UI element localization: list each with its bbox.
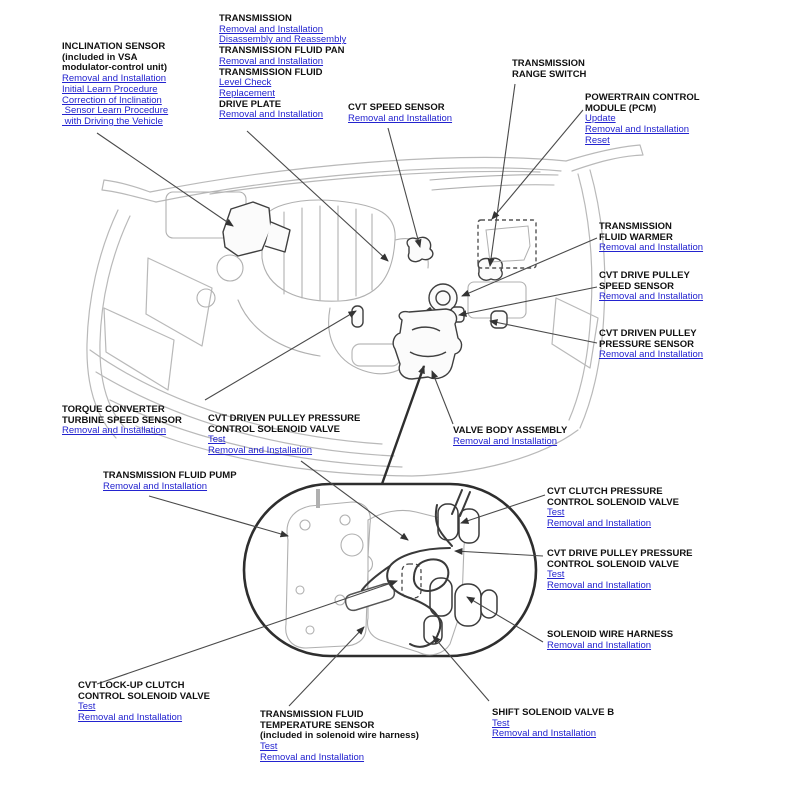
link-removal-and-installation[interactable]: Removal and Installation [599,291,704,303]
link-test[interactable]: Test [208,434,226,446]
label-cvt-lock-up-clutch-control-solenoid-valve-title: CVT LOCK-UP CLUTCH [78,680,185,691]
label-valve-body-assembly [453,426,567,447]
label-solenoid-wire-harness-title: SOLENOID WIRE HARNESS [547,629,674,640]
label-shift-solenoid-valve-b-title: SHIFT SOLENOID VALVE B [492,707,615,718]
label-transmission-fluid-warmer-title: TRANSMISSION [599,221,672,232]
link-removal-and-installation[interactable]: Removal and Installation [547,518,652,530]
link-removal-and-installation[interactable]: Removal and Installation [348,112,453,124]
link-test[interactable]: Test [547,569,565,581]
link-removal-and-installation[interactable]: Removal and Installation [599,242,704,254]
label-cvt-speed-sensor-title: CVT SPEED SENSOR [348,102,445,113]
link-removal-and-installation[interactable]: Removal and Installation [453,435,558,447]
label-powertrain-control-module-title: POWERTRAIN CONTROL [585,92,700,103]
label-transmission-fluid-warmer [599,222,703,254]
label-transmission-title: TRANSMISSION FLUID [219,66,323,78]
label-cvt-lock-up-clutch-control-solenoid-valve-title: CONTROL SOLENOID VALVE [78,690,210,702]
label-cvt-driven-pulley-pressure-sensor-title: PRESSURE SENSOR [599,338,695,350]
label-transmission-fluid-pump [103,471,237,492]
label-cvt-drive-pulley-pressure-control-solenoid-valve [547,549,693,592]
label-powertrain-control-module-title: MODULE (PCM) [585,102,657,114]
label-cvt-drive-pulley-speed-sensor-title: CVT DRIVE PULLEY [599,270,690,281]
label-cvt-driven-pulley-pressure-control-solenoid-valve [208,414,360,457]
label-cvt-clutch-pressure-control-solenoid-valve-title: CVT CLUTCH PRESSURE [547,486,663,497]
label-transmission-title: TRANSMISSION FLUID PAN [219,45,345,57]
link-test[interactable]: Test [260,741,278,753]
link-with-driving-the-vehicle[interactable]: with Driving the Vehicle [62,115,163,127]
link-removal-and-installation[interactable]: Removal and Installation [585,124,690,136]
label-transmission-fluid-temperature-sensor-title: TRANSMISSION FLUID [260,709,364,720]
link-removal-and-installation[interactable]: Removal and Installation [599,349,704,361]
link-removal-and-installation[interactable]: Removal and Installation [62,73,167,85]
link-removal-and-installation[interactable]: Removal and Installation [103,480,208,492]
link-disassembly-and-reassembly[interactable]: Disassembly and Reassembly [219,34,347,46]
label-inclination-sensor-title: INCLINATION SENSOR [62,41,166,52]
link-removal-and-installation[interactable]: Removal and Installation [492,728,597,740]
label-cvt-speed-sensor [348,103,452,124]
label-transmission-fluid-temperature-sensor-title: TEMPERATURE SENSOR [260,719,375,731]
link-test[interactable]: Test [547,507,565,519]
label-transmission-title: TRANSMISSION [219,13,292,24]
label-transmission-fluid-pump-title: TRANSMISSION FLUID PUMP [103,470,237,481]
label-shift-solenoid-valve-b [492,708,614,740]
label-cvt-driven-pulley-pressure-sensor-title: CVT DRIVEN PULLEY [599,328,697,339]
label-cvt-driven-pulley-pressure-sensor [599,329,703,361]
label-transmission-range-switch [512,59,586,80]
link-update[interactable]: Update [585,113,616,125]
label-powertrain-control-module [585,93,700,147]
link-reset[interactable]: Reset [585,134,610,146]
label-transmission-fluid-temperature-sensor [260,710,419,764]
link-removal-and-installation[interactable]: Removal and Installation [219,55,324,67]
label-torque-converter-turbine-speed-sensor [62,405,182,437]
link-removal-and-installation[interactable]: Removal and Installation [547,580,652,592]
label-cvt-drive-pulley-speed-sensor-title: SPEED SENSOR [599,280,674,292]
label-transmission-title: DRIVE PLATE [219,98,282,110]
link-removal-and-installation[interactable]: Removal and Installation [260,751,365,763]
label-cvt-driven-pulley-pressure-control-solenoid-valve-title: CVT DRIVEN PULLEY PRESSURE [208,413,361,424]
link-removal-and-installation[interactable]: Removal and Installation [547,639,652,651]
label-cvt-drive-pulley-pressure-control-solenoid-valve-title: CONTROL SOLENOID VALVE [547,558,679,570]
label-transmission [219,14,346,121]
link-removal-and-installation[interactable]: Removal and Installation [78,712,183,724]
label-cvt-lock-up-clutch-control-solenoid-valve [78,681,210,724]
label-solenoid-wire-harness [547,630,673,651]
link-removal-and-installation[interactable]: Removal and Installation [62,425,167,437]
label-cvt-drive-pulley-speed-sensor [599,271,703,303]
label-torque-converter-turbine-speed-sensor-title: TORQUE CONVERTER [62,404,165,415]
label-cvt-clutch-pressure-control-solenoid-valve [547,487,679,530]
link-correction-of-inclination[interactable]: Correction of Inclination [62,94,162,106]
link-test[interactable]: Test [492,717,510,729]
link-initial-learn-procedure[interactable]: Initial Learn Procedure [62,83,158,95]
link-level-check[interactable]: Level Check [219,77,272,89]
label-inclination-sensor-title: (included in VSA [62,51,138,63]
label-inclination-sensor-title: modulator-control unit) [62,62,168,74]
label-transmission-range-switch-title: RANGE SWITCH [512,68,587,80]
label-inclination-sensor [62,42,168,128]
label-cvt-drive-pulley-pressure-control-solenoid-valve-title: CVT DRIVE PULLEY PRESSURE [547,548,693,559]
label-valve-body-assembly-title: VALVE BODY ASSEMBLY [453,425,568,436]
link-sensor-learn-procedure[interactable]: Sensor Learn Procedure [62,105,169,117]
label-transmission-fluid-temperature-sensor-title: (included in solenoid wire harness) [260,730,419,742]
label-cvt-clutch-pressure-control-solenoid-valve-title: CONTROL SOLENOID VALVE [547,496,679,508]
link-removal-and-installation[interactable]: Removal and Installation [219,23,324,35]
link-test[interactable]: Test [78,701,96,713]
label-transmission-range-switch-title: TRANSMISSION [512,58,585,69]
label-cvt-driven-pulley-pressure-control-solenoid-valve-title: CONTROL SOLENOID VALVE [208,423,340,435]
link-removal-and-installation[interactable]: Removal and Installation [219,109,324,121]
label-torque-converter-turbine-speed-sensor-title: TURBINE SPEED SENSOR [62,414,182,426]
link-replacement[interactable]: Replacement [219,87,275,99]
link-removal-and-installation[interactable]: Removal and Installation [208,445,313,457]
label-transmission-fluid-warmer-title: FLUID WARMER [599,231,673,243]
